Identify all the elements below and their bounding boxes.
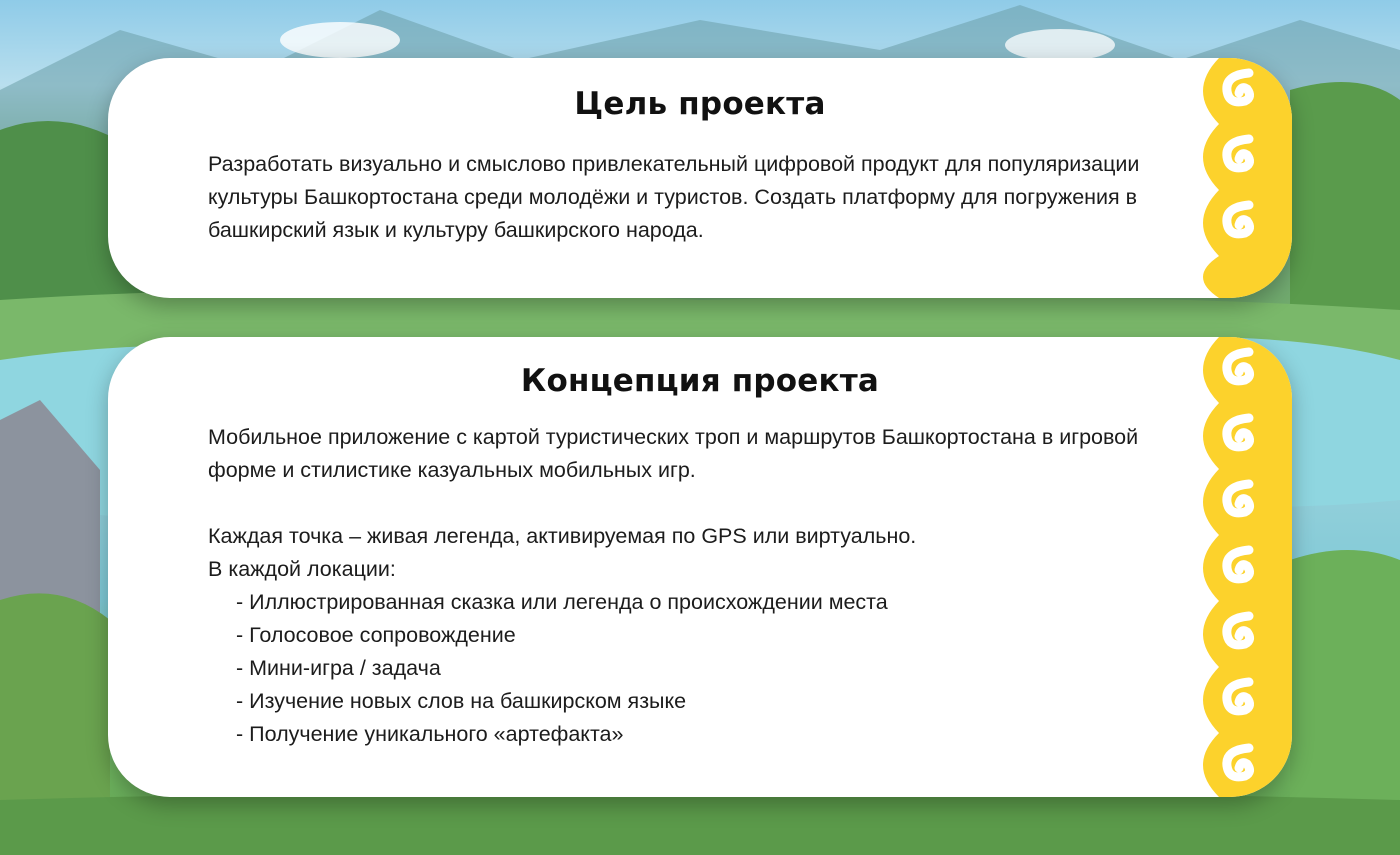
ornament-icon bbox=[1187, 58, 1292, 298]
list-item: - Получение уникального «артефакта» bbox=[236, 722, 624, 746]
goal-title: Цель проекта bbox=[574, 86, 826, 122]
list-item: - Иллюстрированная сказка или легенда о происхождении места bbox=[236, 590, 888, 614]
list-item: - Изучение новых слов на башкирском языке bbox=[236, 689, 687, 713]
concept-title: Концепция проекта bbox=[520, 363, 880, 399]
ornament-icon bbox=[1187, 337, 1292, 797]
concept-line-location: В каждой локации: bbox=[208, 557, 396, 581]
ornament-svg bbox=[1187, 58, 1292, 298]
concept-intro: Мобильное приложение с картой туристических троп и маршрутов Башкортостана в игровой форме и стилистике казуальных мобильных игр. bbox=[208, 425, 1139, 482]
paragraph-spacer bbox=[208, 487, 1178, 520]
concept-card bbox=[108, 337, 1292, 797]
concept-line-gps: Каждая точка – живая легенда, активируемая по GPS или виртуально. bbox=[208, 524, 917, 548]
goal-text: Разработать визуально и смыслово привлекательный цифровой продукт для популяризации культуры Башкортостана среди молодёжи и туристов. Создать платформу для погружения в башкирский язык и культуру башкирского народа. bbox=[208, 152, 1140, 242]
goal-card bbox=[108, 58, 1292, 298]
concept-body bbox=[208, 421, 1178, 751]
ornament-svg bbox=[1187, 337, 1292, 797]
list-item: - Голосовое сопровождение bbox=[236, 623, 516, 647]
feature-list bbox=[208, 586, 1178, 751]
list-item: - Мини-игра / задача bbox=[236, 656, 441, 680]
